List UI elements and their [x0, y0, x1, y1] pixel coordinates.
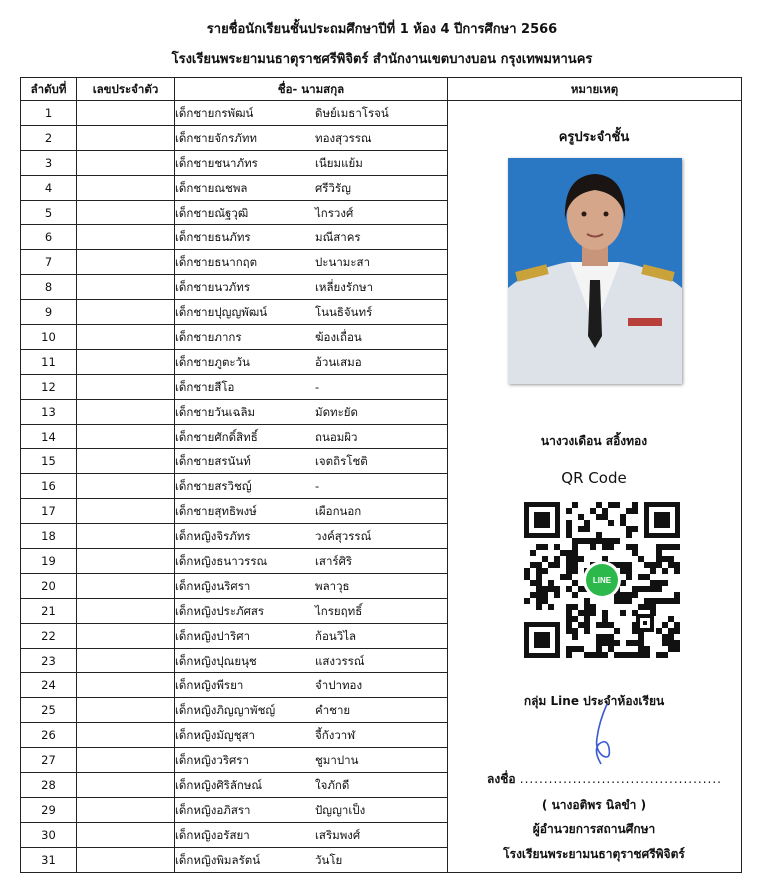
table-header-row	[21, 78, 742, 101]
cell-no: 15	[21, 449, 77, 474]
cell-no: 6	[21, 225, 77, 250]
last-name: วันโย	[315, 852, 343, 867]
line-qr-code[interactable]	[524, 502, 680, 658]
cell-full-name	[175, 623, 448, 648]
document-subtitle: โรงเรียนพระยามนธาตุราชศรีพิจิตร์ สำนักงานเขตบางบอน กรุงเทพมหานคร	[171, 52, 593, 67]
col-header-no: ลำดับที่	[21, 78, 77, 101]
first-name: เด็กชายปุญญพัฒน์	[175, 305, 268, 320]
cell-student-id	[77, 474, 175, 499]
cell-full-name	[175, 698, 448, 723]
first-name: เด็กหญิงปุณยนุช	[175, 653, 257, 668]
cell-no: 17	[21, 499, 77, 524]
signer-name: ( นางอติพร นิลขำ )	[541, 798, 647, 812]
cell-no: 26	[21, 723, 77, 748]
first-name: เด็กหญิงธนาวรรณ	[175, 553, 268, 568]
cell-student-id	[77, 125, 175, 150]
cell-full-name	[175, 175, 448, 200]
last-name: เหลี่ยงรักษา	[315, 280, 374, 295]
cell-no: 18	[21, 524, 77, 549]
teacher-portrait-image	[508, 158, 682, 384]
cell-no: 25	[21, 698, 77, 723]
first-name: เด็กหญิงพิมลรัตน์	[175, 852, 261, 867]
cell-full-name	[175, 648, 448, 673]
line-logo-text: LINE	[592, 576, 612, 585]
cell-full-name	[175, 847, 448, 872]
cell-student-id	[77, 499, 175, 524]
cell-full-name	[175, 773, 448, 798]
cell-no: 19	[21, 549, 77, 574]
signature-line	[487, 770, 722, 789]
cell-student-id	[77, 847, 175, 872]
cell-student-id	[77, 101, 175, 126]
last-name: ศรีวิรัญ	[315, 180, 351, 195]
first-name: เด็กชายนวภัทร	[175, 280, 251, 295]
last-name: โนนธิจันทร์	[315, 305, 373, 320]
last-name: เนียมแย้ม	[315, 155, 363, 170]
first-name: เด็กหญิงภิญญาพัชญ์	[175, 703, 276, 718]
last-name: ก้อนวิไล	[315, 628, 357, 643]
cell-student-id	[77, 300, 175, 325]
cell-no: 16	[21, 474, 77, 499]
col-header-id: เลขประจำตัว	[77, 78, 175, 101]
cell-student-id	[77, 200, 175, 225]
cell-full-name	[175, 250, 448, 275]
cell-full-name	[175, 449, 448, 474]
cell-full-name	[175, 200, 448, 225]
cell-student-id	[77, 598, 175, 623]
last-name: ถนอมผิว	[315, 429, 358, 444]
cell-full-name	[175, 349, 448, 374]
cell-no: 1	[21, 101, 77, 126]
cell-student-id	[77, 449, 175, 474]
first-name: เด็กหญิงมัญชุสา	[175, 728, 256, 743]
last-name: คำชาย	[315, 703, 351, 718]
signer-role: ผู้อำนวยการสถานศึกษา	[532, 822, 656, 836]
cell-full-name	[175, 424, 448, 449]
cell-student-id	[77, 374, 175, 399]
last-name: อ้วนเสมอ	[315, 354, 362, 369]
first-name: เด็กหญิงพีรยา	[175, 678, 244, 693]
first-name: เด็กหญิงประภัศสร	[175, 603, 265, 618]
last-name: ทองสุวรรณ	[315, 130, 372, 145]
first-name: เด็กหญิงปาริศา	[175, 628, 251, 643]
cell-student-id	[77, 250, 175, 275]
cell-no: 3	[21, 150, 77, 175]
cell-no: 4	[21, 175, 77, 200]
cell-full-name	[175, 524, 448, 549]
first-name: เด็กชายกรพัฒน์	[175, 105, 254, 120]
first-name: เด็กชายณชพล	[175, 180, 248, 195]
last-name: ฆ้องเถื่อน	[315, 329, 362, 344]
first-name: เด็กชายสรวิชญ์	[175, 479, 252, 494]
col-header-name: ชื่อ- นามสกุล	[175, 78, 448, 101]
cell-student-id	[77, 175, 175, 200]
cell-student-id	[77, 673, 175, 698]
cell-no: 14	[21, 424, 77, 449]
first-name: เด็กชายสุทธิพงษ์	[175, 504, 257, 519]
cell-no: 22	[21, 623, 77, 648]
cell-no: 21	[21, 598, 77, 623]
cell-no: 24	[21, 673, 77, 698]
last-name: ไกรวงศ์	[315, 205, 354, 220]
first-name: เด็กหญิงอภิสรา	[175, 802, 251, 817]
cell-no: 30	[21, 822, 77, 847]
cell-full-name	[175, 150, 448, 175]
cell-student-id	[77, 698, 175, 723]
cell-no: 29	[21, 797, 77, 822]
cell-no: 23	[21, 648, 77, 673]
cell-no: 11	[21, 349, 77, 374]
first-name: เด็กชายภากร	[175, 329, 242, 344]
cell-student-id	[77, 275, 175, 300]
cell-no: 10	[21, 325, 77, 350]
last-name: -	[315, 479, 320, 494]
cell-full-name	[175, 101, 448, 126]
remarks-panel	[447, 100, 741, 868]
cell-full-name	[175, 325, 448, 350]
signer-school: โรงเรียนพระยามนธาตุราชศรีพิจิตร์	[503, 847, 685, 861]
teacher-label: ครูประจำชั้น	[558, 130, 630, 145]
first-name: เด็กหญิงอรัสยา	[175, 827, 250, 842]
sign-dots: ..........................................	[519, 772, 722, 786]
last-name: วงค์สุวรรณ์	[315, 529, 372, 544]
cell-full-name	[175, 673, 448, 698]
cell-student-id	[77, 723, 175, 748]
cell-student-id	[77, 349, 175, 374]
first-name: เด็กชายจักรภัทท	[175, 130, 257, 145]
cell-student-id	[77, 424, 175, 449]
cell-no: 9	[21, 300, 77, 325]
first-name: เด็กชายศักดิ์สิทธิ์	[175, 429, 258, 444]
qr-label: QR Code	[561, 469, 627, 487]
cell-no: 20	[21, 573, 77, 598]
line-group-label: กลุ่ม Line ประจำห้องเรียน	[523, 694, 665, 708]
last-name: จำปาทอง	[315, 678, 363, 693]
teacher-name: นางวงเดือน สอิ้งทอง	[540, 434, 648, 448]
last-name: มัดทะยัด	[315, 404, 359, 419]
cell-full-name	[175, 300, 448, 325]
cell-no: 13	[21, 399, 77, 424]
cell-full-name	[175, 125, 448, 150]
last-name: เผือกนอก	[315, 504, 362, 519]
last-name: ใจภักดี	[315, 777, 350, 792]
handwritten-signature	[585, 700, 625, 770]
col-header-remark: หมายเหตุ	[448, 78, 742, 101]
last-name: พลาวุธ	[315, 578, 350, 593]
cell-no: 2	[21, 125, 77, 150]
cell-full-name	[175, 748, 448, 773]
last-name: เสาร์ศิริ	[315, 553, 353, 568]
cell-student-id	[77, 399, 175, 424]
cell-full-name	[175, 598, 448, 623]
qr-code-icon	[524, 502, 680, 658]
cell-student-id	[77, 150, 175, 175]
last-name: เจตถิรโชติ	[315, 454, 368, 469]
first-name: เด็กชายสรนันท์	[175, 454, 251, 469]
first-name: เด็กชายณัฐวุฒิ	[175, 205, 249, 220]
first-name: เด็กหญิงศิริลักษณ์	[175, 777, 263, 792]
cell-full-name	[175, 723, 448, 748]
cell-full-name	[175, 822, 448, 847]
cell-full-name	[175, 275, 448, 300]
cell-no: 12	[21, 374, 77, 399]
cell-no: 27	[21, 748, 77, 773]
last-name: แสงวรรณ์	[315, 653, 365, 668]
cell-student-id	[77, 325, 175, 350]
cell-full-name	[175, 573, 448, 598]
cell-full-name	[175, 797, 448, 822]
document-title: รายชื่อนักเรียนชั้นประถมศึกษาปีที่ 1 ห้อง 4 ปีการศึกษา 2566	[206, 22, 558, 37]
first-name: เด็กชายธนากฤต	[175, 255, 258, 270]
cell-student-id	[77, 524, 175, 549]
first-name: เด็กชายวันเฉลิม	[175, 404, 256, 419]
cell-full-name	[175, 374, 448, 399]
cell-full-name	[175, 399, 448, 424]
cell-no: 28	[21, 773, 77, 798]
last-name: ดิษย์เมธาโรจน์	[315, 105, 389, 120]
cell-student-id	[77, 549, 175, 574]
cell-no: 8	[21, 275, 77, 300]
first-name: เด็กชายสีโอ	[175, 379, 235, 394]
first-name: เด็กหญิงนริศรา	[175, 578, 251, 593]
last-name: จี้กังวาฬ	[315, 728, 356, 743]
cell-full-name	[175, 499, 448, 524]
last-name: ปะนามะสา	[315, 255, 371, 270]
last-name: มณีสาคร	[315, 230, 361, 245]
first-name: เด็กชายภูตะวัน	[175, 354, 250, 369]
cell-student-id	[77, 773, 175, 798]
last-name: ปัญญาเป็ง	[315, 802, 366, 817]
cell-student-id	[77, 573, 175, 598]
first-name: เด็กชายธนภัทร	[175, 230, 251, 245]
first-name: เด็กหญิงจิรภัทร	[175, 529, 251, 544]
cell-student-id	[77, 623, 175, 648]
cell-full-name	[175, 549, 448, 574]
cell-student-id	[77, 748, 175, 773]
last-name: เสริมพงศ์	[315, 827, 361, 842]
cell-full-name	[175, 474, 448, 499]
signature-icon	[585, 700, 625, 770]
teacher-photo	[508, 158, 682, 384]
first-name: เด็กชายชนาภัทร	[175, 155, 258, 170]
first-name: เด็กหญิงวริศรา	[175, 753, 249, 768]
cell-full-name	[175, 225, 448, 250]
last-name: -	[315, 379, 320, 394]
cell-no: 31	[21, 847, 77, 872]
last-name: ไกรยฤทธิ์	[315, 603, 363, 618]
cell-student-id	[77, 822, 175, 847]
sign-label: ลงชื่อ	[487, 772, 516, 786]
cell-student-id	[77, 797, 175, 822]
cell-no: 7	[21, 250, 77, 275]
last-name: ชูมาปาน	[315, 753, 359, 768]
cell-student-id	[77, 225, 175, 250]
cell-student-id	[77, 648, 175, 673]
cell-no: 5	[21, 200, 77, 225]
